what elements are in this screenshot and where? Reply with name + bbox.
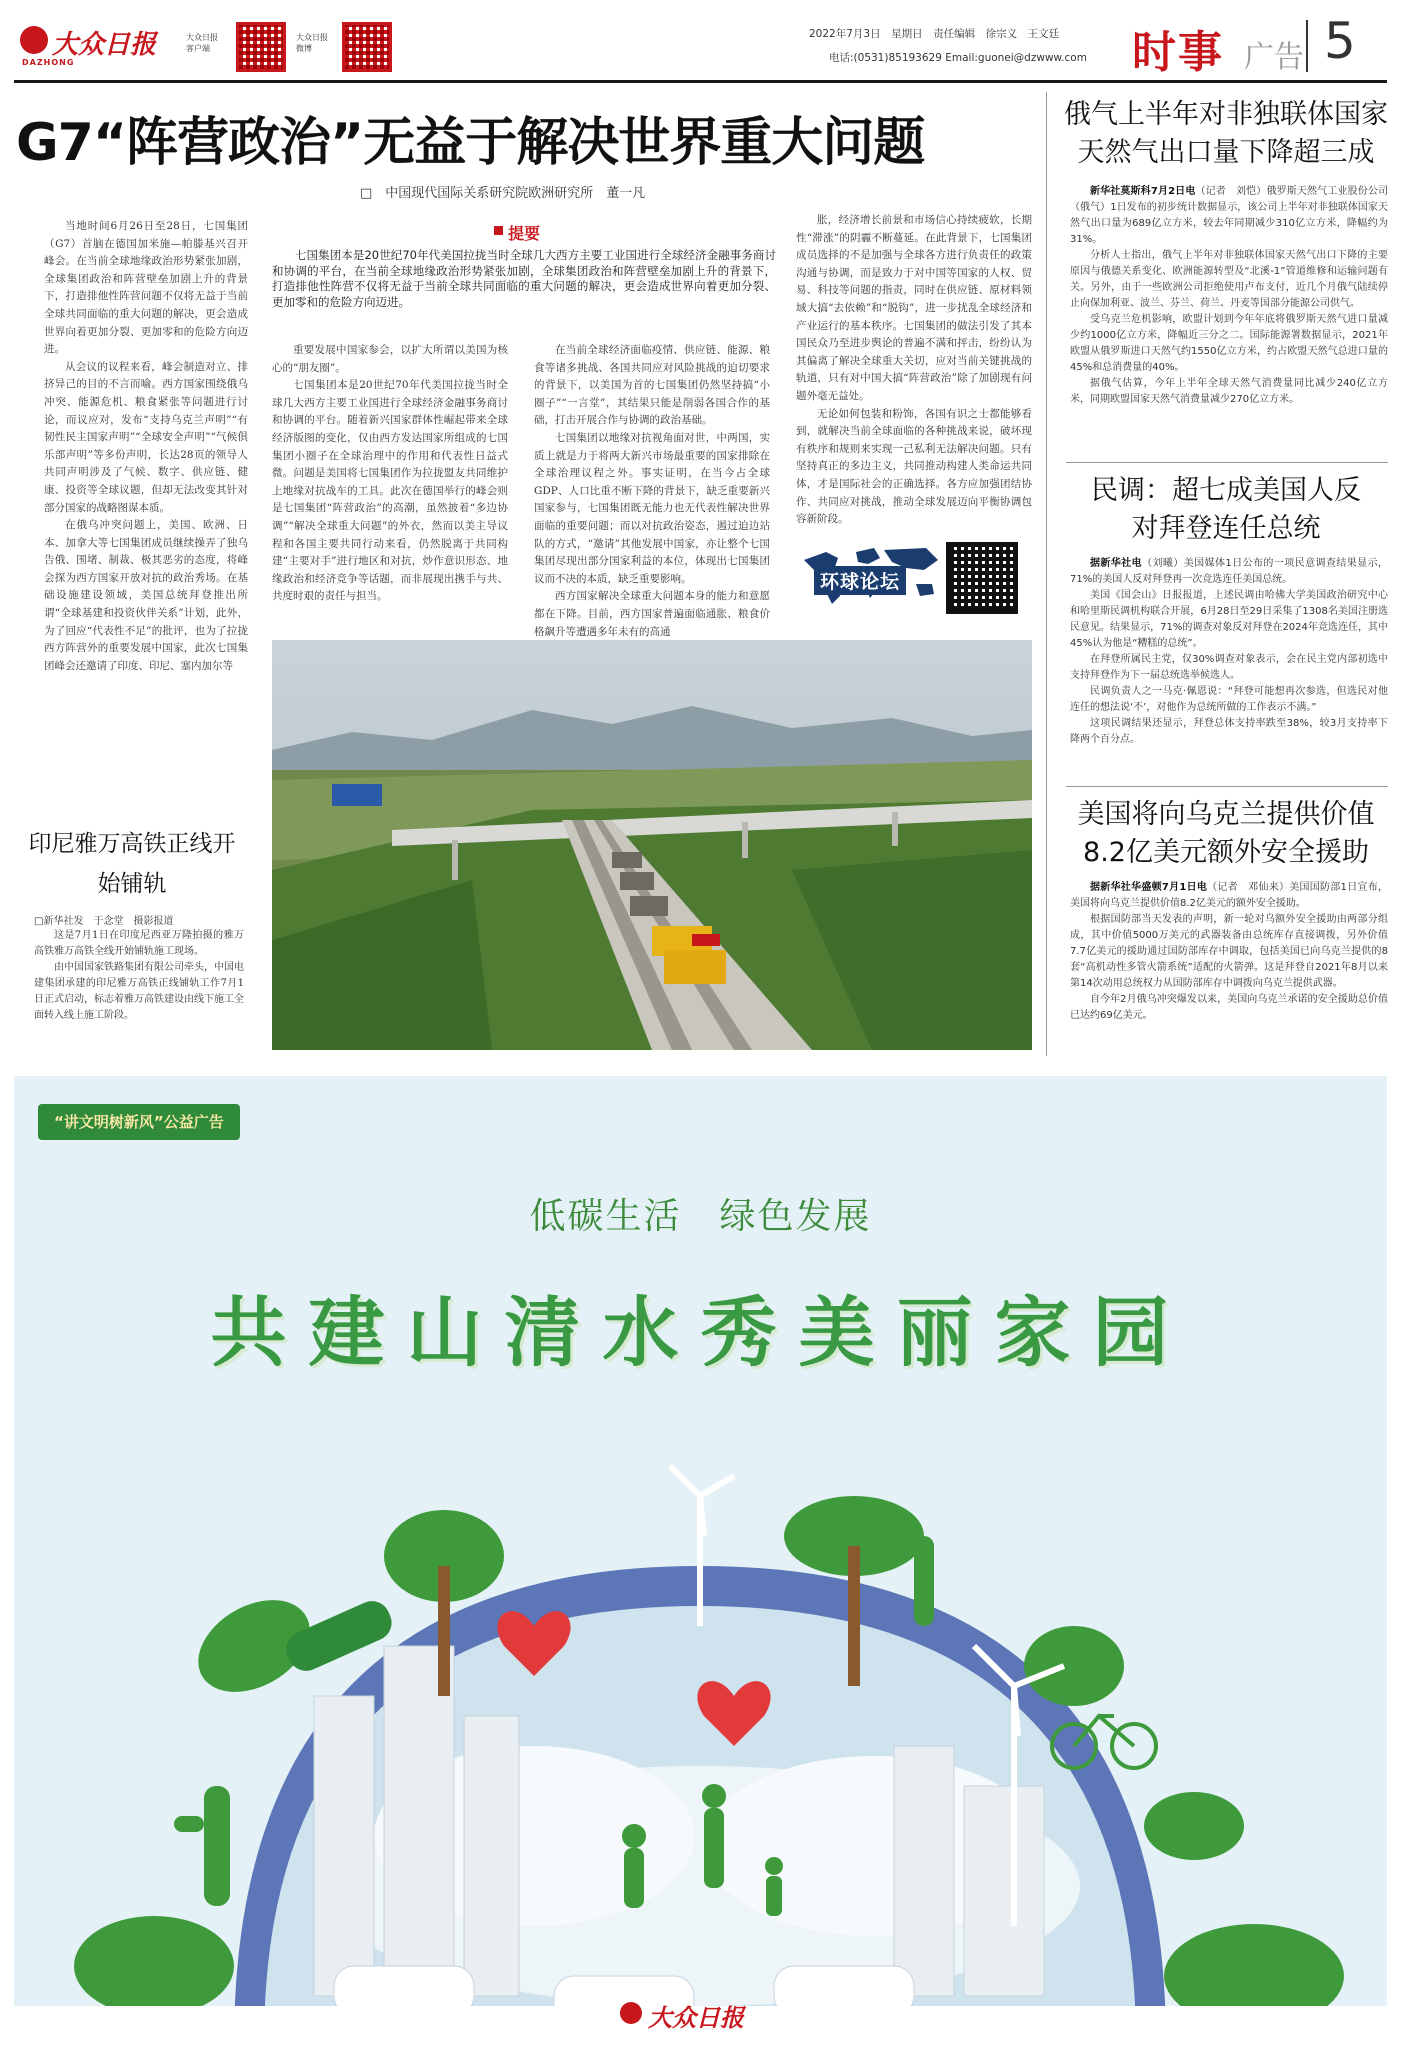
- story-lede: 俄罗斯天然气工业股份公司（俄气）1日发布的初步统计数据显示，该公司上半年对非独联体国家天然气出口量为689亿立方米，较去年同期减少310亿立方米，降幅约为31%。: [1070, 186, 1388, 245]
- masthead: [14, 14, 1387, 78]
- story-paragraph: 据俄气估算，今年上半年全球天然气消费量同比减少240亿立方米，同期欧盟国家天然气消费量减少270亿立方米。: [1070, 378, 1388, 405]
- story-paragraph: 这项民调结果还显示，拜登总体支持率跌至38%，较3月支持率下降两个百分点。: [1070, 718, 1388, 745]
- summary-text: 七国集团本是20世纪70年代美国拉拢当时全球几大西方主要工业国进行全球经济金融事务商讨和协调的平台，在当前全球地缘政治形势紧张加剧，全球集团政治和阵营壁垒加剧上升的背景下，打造排他性阵营不仅将无益于当前全球共同面临的重大问题的解决，更会造成世界向着更加分裂、更加零和的危险方向迈进。: [272, 248, 776, 309]
- story-divider: [1066, 462, 1388, 463]
- rail-photo-illustration: [272, 640, 1032, 1050]
- column-divider: [1046, 92, 1047, 1056]
- forum-block: [796, 540, 1032, 620]
- story-paragraph: [1070, 184, 1388, 248]
- russia-gas-headline: 俄气上半年对非独联体国家天然气出口量下降超三成: [1064, 99, 1388, 168]
- lead-headline: G7“阵营政治”无益于解决世界重大问题: [16, 113, 925, 173]
- rail-byline: □新华社发 于念堂 摄影报道: [34, 916, 174, 927]
- client-qr-code[interactable]: [236, 22, 286, 72]
- psa-subtitle: 低碳生活 绿色发展: [529, 1196, 872, 1237]
- psa-title: 共建山清水秀美丽家园: [210, 1288, 1191, 1377]
- story-paragraph: 根据国防部当天发表的声明，新一轮对乌额外安全援助由两部分组成，其中价值5000万美元的武器装备由总统库存直接调拨，另外价值7.7亿美元的援助通过国防部库存中调取，包括美国已向乌克兰提供的8套“高机动性多管火箭系统”适配的火箭弹。这是拜登自2021年8月以来第14次动用总统权力从国防部库存中调拨向乌克兰提供武器。: [1070, 914, 1388, 989]
- footer-logo-emblem-icon: [620, 2002, 642, 2024]
- forum-qr-code[interactable]: [946, 542, 1018, 614]
- lead-paragraph: 西方国家解决全球重大问题本身的能力和意愿都在下降。目前，西方国家普遍面临通胀、粮食价格飙升等遭遇多年未有的高通: [534, 590, 770, 638]
- lead-byline: □ 中国现代国际关系研究院欧洲研究所 董一凡: [360, 186, 646, 201]
- lead-column-1: [44, 218, 248, 672]
- page-number: 5: [1324, 12, 1356, 70]
- lead-paragraph: 重要发展中国家参会，以扩大所谓以美国为核心的“朋友圈”。: [272, 344, 508, 374]
- page-number-divider: [1306, 20, 1308, 72]
- poll-text: [1070, 556, 1388, 770]
- section-name: 时事: [1132, 27, 1224, 78]
- lead-paragraph: 七国集团以地缘对抗视角面对世，中两国，实质上就是力于将两大新兴市场最重要的国家排除在全球治理议程之外。事实证明，在当今占全球GDP、人口比重不断下降的背景下，缺乏重要新兴国家参与，七国集团既无能力也无代表性解决世界面临的重要问题；而以对抗政治姿态，遏过迫边站队的方式，“邀请”其他发展中国家，亦让整个七国集团尽现出部分国家利益的本位，体现出七国集团议而不决的本质，缺乏重要影响。: [534, 431, 770, 585]
- story-divider: [1066, 786, 1388, 787]
- lead-paragraph: 在俄乌冲突问题上，美国、欧洲、日本、加拿大等七国集团成员继续操弄了独乌告俄、围堵、制裁、极其恶劣的态度，将峰会探为西方国家开放对抗的政治秀场。在基础设施建设领域，美国总统拜登推出所谓“全球基建和投资伙伴关系”计划，此外，为了回应“代表性不足”的批评，也为了拉拢西方阵营外的重要发展中国家，此次七国集团峰会还邀请了印度、印尼、塞内加尔等: [44, 519, 248, 672]
- story-paragraph: 自今年2月俄乌冲突爆发以来，美国向乌克兰承诺的安全援助总价值已达约69亿美元。: [1070, 994, 1388, 1021]
- summary-label-mark: [494, 226, 503, 235]
- lead-column-2: [272, 342, 508, 628]
- ukraine-aid-headline: 美国将向乌克兰提供价值8.2亿美元额外安全援助: [1077, 799, 1375, 868]
- logo-subtitle: DAZHONG: [22, 58, 75, 67]
- logo-text: 大众日报: [52, 30, 157, 60]
- masthead-rule: [14, 80, 1387, 83]
- story-byline: （记者 刘恺）: [1195, 186, 1267, 197]
- rail-paragraph: 由中国国家铁路集团有限公司牵头，中国电建集团承建的印尼雅万高铁正线铺轨工作7月1日正式启动，标志着雅万高铁建设由线下施工全面转入线上施工阶段。: [34, 962, 244, 1021]
- lead-paragraph: 七国集团本是20世纪70年代美国拉拢当时全球几大西方主要工业国进行全球经济金融事务商讨和协调的平台。随着新兴国家群体性崛起带来全球经济版图的变化，仅由西方发达国家所组成的七国集团小圈子在全球治理中的作用和代表性日益式微。问题是美国将七国集团作为拉拢盟友共同维护上地缘对抗战车的工具。此次在德国举行的峰会则是七国集团“阵营政治”的高潮，虽然披着“多边协调”“解决全球重大问题”的外衣，然而以美主导议程和各国主要共同行动来看，仍然脱离于共同构建“主要对手”进行地区和对抗，炒作意识形态、地缘政治和经济竞争等话题，而非展现出携手与共、共度时艰的责任与担当。: [272, 379, 508, 603]
- lead-column-4: [796, 212, 1032, 528]
- ukraine-aid-text: [1070, 880, 1388, 1052]
- weibo-label: 大众日报 微博: [296, 33, 328, 53]
- lead-paragraph: 在当前全球经济面临疫情、供应链、能源、粮食等诸多挑战、各国共同应对风险挑战的迫切要求的背景下，以美国为首的七国集团仍然坚持搞“小圈子”“一言堂”，其结果只能是削弱各国合作的基础，打击开展合作与协调的政治基础。: [534, 344, 770, 427]
- story-lede: 美国国防部1日宣布，美国将向乌克兰提供价值8.2亿美元的额外安全援助。: [1070, 882, 1388, 909]
- rail-paragraph: 这是7月1日在印度尼西亚万隆拍摄的雅万高铁雅万高铁全线开始铺轨施工现场。: [34, 930, 244, 957]
- story-dateline: 据新华社华盛顿7月1日电: [1090, 882, 1208, 893]
- lead-paragraph: 胀，经济增长前景和市场信心持续疲软，长期性“滞涨”的阴霾不断蔓延。在此背景下，七国集团成员选择的不是加强与全球各方进行负责任的政策沟通与协调，而是致力于对中国等国家的人权、贸易、科技等问题的指责，同时在供应链、原材料领域大搞“去依赖”和“脱钩”，进一步扰乱全球经济和产业运行的基本秩序。七国集团的做法引发了其本国民众乃至进步舆论的普遍不满和抨击，纷纷认为其偏离了解决全球重大关切，应对当前关键挑战的轨道，只有对中国大搞“阵营政治”除了加剧现有问题外毫无益处。: [796, 214, 1032, 402]
- psa-badge-text: “讲文明树新风”公益广告: [54, 1113, 224, 1131]
- lead-paragraph: 无论如何包装和粉饰，各国有识之士都能够看到，就解决当前全球面临的各种挑战来说，破坏现有秩序和规则来实现一己私利无法解决问题。只有坚持真正的多边主义，共同推动构建人类命运共同体，才是国际社会的正确选择。各方应加强团结协作、共同应对挑战，推动全球发展迈向平衡协调包容新阶段。: [796, 407, 1032, 526]
- story-byline: （刘曦）: [1142, 558, 1184, 569]
- contact-line: 电话:(0531)85193629 Email:guonei@dzwww.com: [829, 52, 1087, 64]
- story-paragraph: 美国《国会山》日报报道，上述民调由哈佛大学美国政治研究中心和哈里斯民调机构联合开展，6月28日至29日采集了1308名美国注册选民意见。结果显示，71%的调查对象反对拜登在2024年竞选连任，其中45%认为他是“糟糕的总统”。: [1070, 590, 1388, 649]
- client-label: 大众日报 客户端: [186, 33, 218, 53]
- date-editor-line: 2022年7月3日 星期日 责任编辑 徐宗义 王文廷: [809, 28, 1060, 40]
- summary-label: 提要: [508, 224, 541, 243]
- weibo-qr-code[interactable]: [342, 22, 392, 72]
- footer-logo-text: 大众日报: [648, 2003, 744, 2032]
- logo-emblem-icon: [20, 26, 48, 54]
- rail-photo: [272, 640, 1032, 1050]
- story-paragraph: [1070, 880, 1388, 912]
- story-dateline: 据新华社电: [1090, 558, 1143, 569]
- russia-gas-text: [1070, 184, 1388, 444]
- newspaper-logo[interactable]: [20, 24, 170, 72]
- forum-label: 环球论坛: [814, 566, 906, 595]
- story-paragraph: [1070, 556, 1388, 588]
- poll-headline: 民调：超七成美国人反对拜登连任总统: [1091, 475, 1361, 544]
- rail-headline: 印尼雅万高铁正线开始铺轨: [28, 831, 236, 897]
- section-sub: 广告: [1244, 40, 1304, 75]
- lead-paragraph: 当地时间6月26日至28日，七国集团（G7）首脑在德国加米施—帕滕基兴召开峰会。在当前全球地缘政治形势紧张加剧，全球集团政治和阵营壁垒加剧上升的背景下，打造排他性阵营问题不仅将无益于当前全球共同面临的重大问题的解决，更会造成世界向着更加分裂、更加零和的危险方向迈进。: [44, 220, 248, 356]
- lead-paragraph: 从会议的议程来看，峰会制造对立、排挤异己的目的不言而喻。西方国家围绕俄乌冲突、能源危机、粮食紧张等问题进行讨论，而议应对，发布“支持乌克兰声明”“有韧性民主国家声明”“全球安全声明”“气候俱乐部声明”等多份声明，长达28页的领导人共同声明涉及了气候、数字、供应链、健康、投资等全球议题，但却无法改变其针对部分国家的战略图谋本质。: [44, 360, 248, 514]
- story-byline: （记者 邓仙来）: [1207, 882, 1290, 893]
- rail-text: [34, 928, 244, 1052]
- lead-column-3: [534, 342, 770, 638]
- psa-illustration: [14, 1366, 1387, 2045]
- psa-badge: [38, 1104, 240, 1140]
- story-paragraph: 民调负责人之一马克·佩恩说：“拜登可能想再次参选，但选民对他连任的想法说‘不’，对他作为总统所做的工作表示不满。”: [1070, 686, 1388, 713]
- psa-ad: [14, 1076, 1387, 2045]
- story-paragraph: 分析人士指出，俄气上半年对非独联体国家天然气出口下降的主要原因与俄德关系变化、欧洲能源转型及“北溪-1”管道维修和运输问题有关。另外，由于一些欧洲公司拒绝使用卢布支付，近几个月俄气陆续停止向保加利亚、波兰、芬兰、荷兰、丹麦等国部分能源公司供气。: [1070, 250, 1388, 309]
- story-dateline: 新华社莫斯科7月2日电: [1090, 186, 1196, 197]
- story-paragraph: 受乌克兰危机影响，欧盟计划到今年年底将俄罗斯天然气进口量减少约1000亿立方米，降幅近三分之二。国际能源署数据显示，2021年欧盟从俄罗斯进口天然气约1550亿立方米，约占欧盟天然气总进口量的45%和总消费量的40%。: [1070, 314, 1388, 373]
- summary-box: [272, 222, 776, 322]
- story-paragraph: 在拜登所属民主党，仅30%调查对象表示，会在民主党内部初选中支持拜登作为下一届总统选举候选人。: [1070, 654, 1388, 681]
- story-lede: 美国媒体1日公布的一项民意调查结果显示，71%的美国人反对拜登再一次竞选连任美国总统。: [1070, 558, 1389, 585]
